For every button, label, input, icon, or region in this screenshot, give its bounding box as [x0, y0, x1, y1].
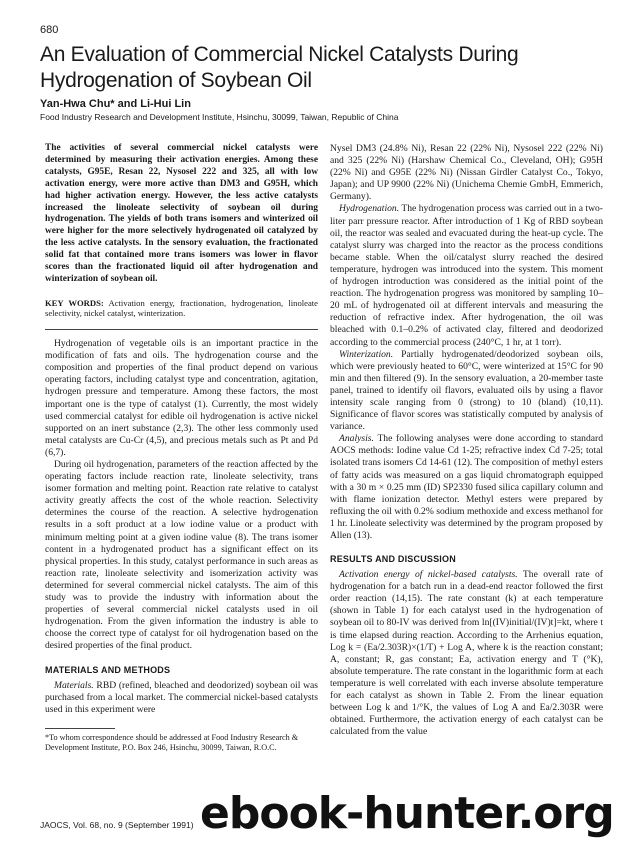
catalysts-paragraph: Nysel DM3 (24.8% Ni), Resan 22 (22% Ni), Nysosel 222 (22% Ni) and 325 (22% Ni) (Harshaw Chemical Co., Cleveland, OH); G95H (22% Ni) and G95E (22% Ni) (Nissan Girdler Catalyst Co., Tokyo, Japan); and UP 9900 (22% Ni) (Unichema Chemie GmbH, Emmerich, Germany). [330, 143, 603, 203]
winterization-text: Partially hydrogenated/deodorized soybean oils, which were previously heated to 60°C, were winterized at 15°C for 90 min and then filtered (9). In the sensory evaluation, a 20-member taste panel, trained to identify oil flavors, evaluated oils by using a flavor intensity scale ranging from 0 (strong) to 10 (bland) (10,11). Significance of flavor scores was statistically computed by analysis of variance. [330, 348, 603, 433]
hydrogenation-text: The hydrogenation process was carried out in a two-liter parr pressure reactor. After introduction of 1 Kg of RBD soybean oil, the reactor was sealed and evacuated during the heat-up cycle. The catalyst slurry was charged into the reactor as the process conditions became stable. When the oil/catalyst slurry reached the desired temperature, hydrogen was introduced into the system. This moment of hydrogen introduction was considered as the initial point of the reaction. The hydrogenation progress was monitored by sampling 10–20 mL of hydrogenated oil at different intervals and measuring the reduction of refractive index. After hydrogenation, the oil was bleached with 0.1–0.2% of activated clay, filtered and deodorized according to the commercial process (240°C, 1 hr, at 1 torr). [330, 203, 603, 348]
activation-paragraph [330, 569, 603, 738]
abstract-divider [45, 329, 318, 330]
results-heading: RESULTS AND DISCUSSION [330, 554, 456, 565]
right-column [330, 143, 603, 738]
analysis-paragraph [330, 433, 603, 542]
activation-text: The overall rate of hydrogenation for a batch run in a dead-end reactor followed the first order reaction (14,15). The rate constant (k) at each temperature (shown in Table 1) for each catalyst used in the hydrogenation of soybean oil to 80-IV was derived from ln[(IV)initial/(IV)t]=kt, where t is time elapsed during reaction. According to the Arrhenius equation, Log k = (Ea/2.303R)×(1/T) + Log A, where k is the reaction constant; A, constant; R, gas constant; Ea, activation energy and T (°K), absolute temperature. The rate constant in the logarithmic form at each temperature is well correlated with each inverse absolute temperature for each catalyst as shown in Table 2. From the linear equation between Log k and 1/°K, the values of Log A and Ea/2.303R were obtained. Furthermore, the activation energy of each catalyst can be calculated from the value [330, 569, 604, 738]
keywords-text: Activation energy, fractionation, hydrogenation, linoleate selectivity, nickel catalyst, winterization. [45, 297, 318, 319]
left-column [45, 143, 318, 753]
intro-paragraph-1: Hydrogenation of vegetable oils is an important practice in the modification of fats and oils. The hydrogenation course and the composition and properties of the final product depend on various operating factors, including catalyst type and concentration, agitation, hydrogen pressure and temperature. Among these factors, the most important one is the type of catalyst (1). Currently, the most widely used commercial catalyst for edible oil hydrogenation is active nickel supported on an inert substance (2,3). The other less commonly used metal catalysts are Cu-Cr (4,5), and precious metals such as Pt and Pd (6,7). [45, 338, 318, 458]
materials-text: RBD (refined, bleached and deodorized) soybean oil was purchased from a local market. The commercial nickel-based catalysts used in this experiment were [45, 679, 318, 715]
keywords-label: KEY WORDS: [45, 297, 104, 308]
activation-label: Activation energy of nickel-based catalysts. [339, 569, 518, 581]
analysis-label: Analysis. [339, 433, 374, 445]
footnote: *To whom correspondence should be addressed at Food Industry Research & Development Institute, P.O. Box 246, Hsinchu, 30099, Taiwan, R.O.C. [45, 732, 299, 752]
hydrogenation-label: Hydrogenation. [339, 203, 400, 215]
article-title: An Evaluation of Commercial Nickel Catalysts During Hydrogenation of Soybean Oil [40, 43, 519, 92]
abstract: The activities of several commercial nickel catalysts were determined by measuring their activation energies. Among these catalysts, G95E, Resan 22, Nysosel 222 and 325, all with low activation energy, were more active than DM3 and G95H, which had higher activation energy. However, the less active catalysts increased the linoleate selectivity of soybean oil during hydrogenation. The yields of both trans isomers and winterized oil were higher for the more selectively hydrogenated oil catalyzed by the less active catalysts. In the sensory evaluation, the fractionated solid fat that contained more trans isomers was lower in flavor scores than the fractionated liquid oil after hydrogenation and winterization of soybean oil. [45, 143, 318, 284]
authors: Yan-Hwa Chu* and Li-Hui Lin [40, 98, 191, 110]
watermark-text: ebook-hunter.org [200, 788, 614, 839]
analysis-text: The following analyses were done according to standard AOCS methods: Iodine value Cd 1-25; refractive index Cd 7-25; total isolated trans isomers Cd 14-61 (12). The composition of methyl esters of fatty acids was measured on a gas liquid chromatograph equipped with a 30 m × 0.25 mm (ID) SP2330 fused silica capillary column and with flame ionization detector. Methyl esters were prepared by refluxing the oil with 0.2% sodium methoxide and excess methanol for 1 hr. Linoleate selectivity was determined by the program proposed by Allen (13). [330, 433, 603, 541]
materials-paragraph [45, 680, 318, 716]
journal-citation: JAOCS, Vol. 68, no. 9 (September 1991) [40, 820, 194, 830]
footnote-divider [45, 728, 115, 729]
page-number: 680 [40, 24, 59, 36]
affiliation: Food Industry Research and Development Institute, Hsinchu, 30099, Taiwan, Republic of China [40, 112, 399, 122]
winterization-paragraph [330, 349, 603, 434]
keywords [45, 298, 318, 319]
methods-heading: MATERIALS AND METHODS [45, 664, 171, 675]
winterization-label: Winterization. [339, 348, 394, 360]
intro-paragraph-2: During oil hydrogenation, parameters of the reaction affected by the operating factors include reaction rate, linoleate selectivity, trans isomer formation and melting point. Reaction rate relative to catalyst activity greatly affects the cost of the whole reaction. Selectivity determines the course of the reaction. A selective hydrogenation results in a soft product at a low iodine value or a product with minimum melting point at a given iodine value (8). The trans isomer content in a hydrogenated product has a significant effect on its physical properties. In this study, catalyst performance in such areas as reaction rate, linoleate selectivity and isomerization activity was determined for several commercial nickel catalysts. The aim of this study was to provide the industry with information about the properties of several commercial nickel catalysts used in oil hydrogenation. From the given information the industry is able to choose the correct type of catalyst for oil hydrogenation based on the desired properties of the final product. [45, 459, 318, 652]
materials-label: Materials. [54, 679, 94, 691]
hydrogenation-paragraph [330, 203, 603, 348]
